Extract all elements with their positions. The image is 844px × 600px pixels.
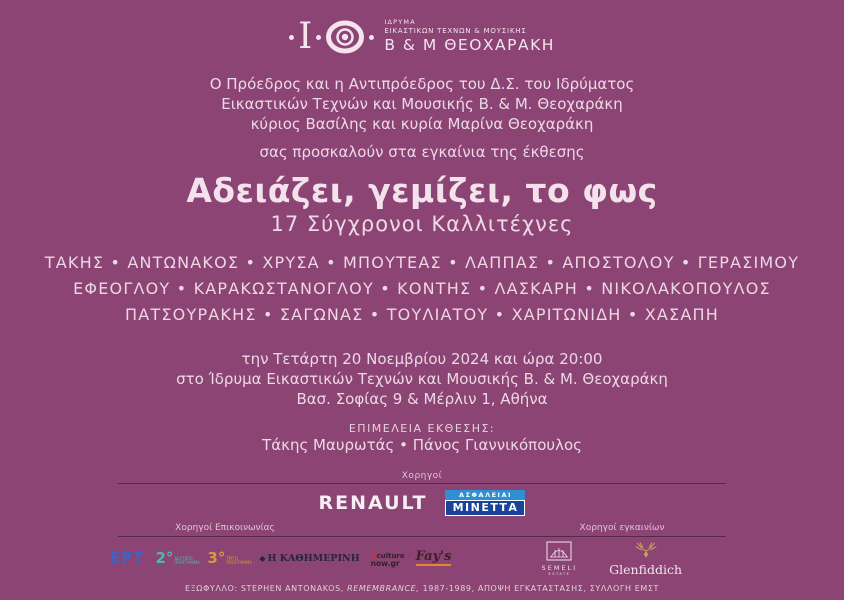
- ert-logo: ΕΡΤ: [110, 549, 145, 567]
- minetta-logo-top: ΑΣΦΑΛΕΙΑΙ: [445, 490, 525, 500]
- cover-artwork-caption: [0, 584, 844, 593]
- invitation-line: σας προσκαλούν στα εγκαίνια της έκθεσης: [259, 143, 585, 161]
- opening-sponsors-label: Χορηγοί εγκαινίων: [579, 523, 665, 533]
- exhibition-subtitle: 17 Σύγχρονοι Καλλιτέχνες: [270, 212, 574, 236]
- minetta-logo-bottom: ΜΙΝΕΤΤΑ: [445, 500, 525, 516]
- artists-list: [0, 250, 844, 328]
- foundation-name-line1: ΙΔΡΥΜΑ: [384, 18, 416, 27]
- caption-prefix: ΕΞΩΦΥΛΛΟ: STEPHEN ANTONAKOS,: [184, 584, 348, 593]
- foundation-name-line3: Β & Μ ΘΕΟΧΑΡΑΚΗ: [384, 36, 555, 55]
- curators-label: ΕΠΙΜΕΛΕΙΑ ΕΚΘΕΣΗΣ:: [348, 422, 496, 435]
- deftero-programma-logo: [155, 548, 201, 567]
- intro-line3: κύριος Βασίλης και κυρία Μαρίνα Θεοχαράκη: [250, 115, 594, 133]
- intro-line2: Εικαστικών Τεχνών και Μουσικής Β. & Μ. Θεοχαράκη: [221, 95, 623, 113]
- curators-names: Τάκης Μαυρωτάς • Πάνος Γιαννικόπουλος: [262, 436, 582, 454]
- curators-block: [0, 422, 844, 455]
- communication-sponsors-label: Χορηγοί Επικοινωνίας: [175, 523, 275, 533]
- foundation-eye-logo-icon: [289, 16, 374, 57]
- exhibition-title: Αδειάζει, γεμίζει, το φως: [186, 171, 658, 210]
- caption-artwork-title: REMEMBRANCE,: [347, 584, 420, 593]
- communication-sponsor-logos: [110, 549, 451, 567]
- stag-icon: [633, 541, 659, 559]
- artists-line3: ΠΑΤΣΟΥΡΑΚΗΣ • ΣΑΓΩΝΑΣ • ΤΟΥΛΙΑΤΟΥ • ΧΑΡΙΤΩΝΙΔΗ • ΧΑΣΑΠΗ: [125, 305, 719, 324]
- logo-dot-icon: [369, 35, 374, 40]
- divider: [118, 536, 726, 537]
- semeli-wordmark: SEMELI: [541, 563, 578, 572]
- event-details: [0, 349, 844, 409]
- semeli-emblem-icon: [546, 541, 572, 561]
- asterisk-icon: ✱: [370, 552, 377, 560]
- artists-line1: ΤΑΚΗΣ • ΑΝΤΩΝΑΚΟΣ • ΧΡΥΣΑ • ΜΠΟΥΤΕΑΣ • ΛΑΠΠΑΣ • ΑΠΟΣΤΟΛΟΥ • ΓΕΡΑΣΙΜΟΥ: [44, 253, 800, 272]
- foundation-name-line2: ΕΙΚΑΣΤΙΚΩΝ ΤΕΧΝΩΝ & ΜΟΥΣΙΚΗΣ: [384, 26, 527, 35]
- semeli-logo: [542, 541, 578, 576]
- event-address: Βασ. Σοφίας 9 & Μέρλιν 1, Αθήνα: [296, 390, 548, 408]
- kathimerini-logo: [259, 553, 359, 564]
- caption-suffix: 1987-1989, ΑΠΟΨΗ ΕΓΚΑΤΑΣΤΑΣΗΣ, ΣΥΛΛΟΓΗ ΕΜΣΤ: [419, 584, 660, 593]
- trito-text: ΤΡΙΤΟ ΠΡΟΓΡΑΜΜΑ: [226, 555, 252, 565]
- kathimerini-wordmark: Η ΚΑΘΗΜΕΡΙΝΗ: [267, 552, 360, 564]
- fays-logo: Fay's: [415, 549, 452, 564]
- sponsor-category-labels: [118, 523, 726, 534]
- minetta-logo: [445, 490, 525, 516]
- artists-line2: ΕΦΕΟΓΛΟΥ • ΚΑΡΑΚΩΣΤΑΝΟΓΛΟΥ • ΚΟΝΤΗΣ • ΛΑΣΚΑΡΗ • ΝΙΚΟΛΑΚΟΠΟΥΛΟΣ: [73, 279, 771, 298]
- logo-letter-i: I: [298, 16, 313, 57]
- main-sponsor-logos: [0, 489, 844, 517]
- logo-dot-icon: [316, 35, 321, 40]
- event-venue: στο Ίδρυμα Εικαστικών Τεχνών και Μουσικής Β. & Μ. Θεοχαράκη: [176, 370, 668, 388]
- foundation-name: [384, 18, 555, 55]
- trito-programma-logo: [207, 548, 252, 567]
- intro-line1: Ο Πρόεδρος και η Αντιπρόεδρος του Δ.Σ. του Ιδρύματος: [209, 75, 635, 93]
- kathimerini-diamond-icon: ◆: [259, 553, 266, 563]
- eye-icon: [325, 19, 365, 55]
- glenfiddich-wordmark: Glenfiddich: [609, 561, 682, 577]
- event-datetime: την Τετάρτη 20 Νοεμβρίου 2024 και ώρα 20:00: [241, 350, 603, 368]
- culturenow-bottom: now.gr: [370, 559, 400, 568]
- semeli-sub: ESTATE: [548, 571, 571, 576]
- renault-logo: RENAULT: [318, 492, 428, 514]
- deftero-number: 2°: [155, 548, 174, 567]
- sponsors-section: [0, 471, 844, 575]
- opening-sponsor-logos: [542, 541, 682, 576]
- logo-dot-icon: [289, 35, 294, 40]
- culturenow-logo: [371, 549, 405, 567]
- sponsors-main-label: Χορηγοί: [401, 471, 443, 481]
- sponsor-logos-row: [0, 541, 844, 575]
- intro-text: [0, 74, 844, 134]
- deftero-text: ΔΕΥΤΕΡΟ ΠΡΟΓΡΑΜΜΑ: [174, 555, 201, 565]
- trito-number: 3°: [207, 548, 226, 567]
- culturenow-top: culture: [376, 552, 405, 560]
- divider: [118, 483, 726, 484]
- glenfiddich-logo: [609, 541, 682, 576]
- foundation-logo: [0, 14, 844, 60]
